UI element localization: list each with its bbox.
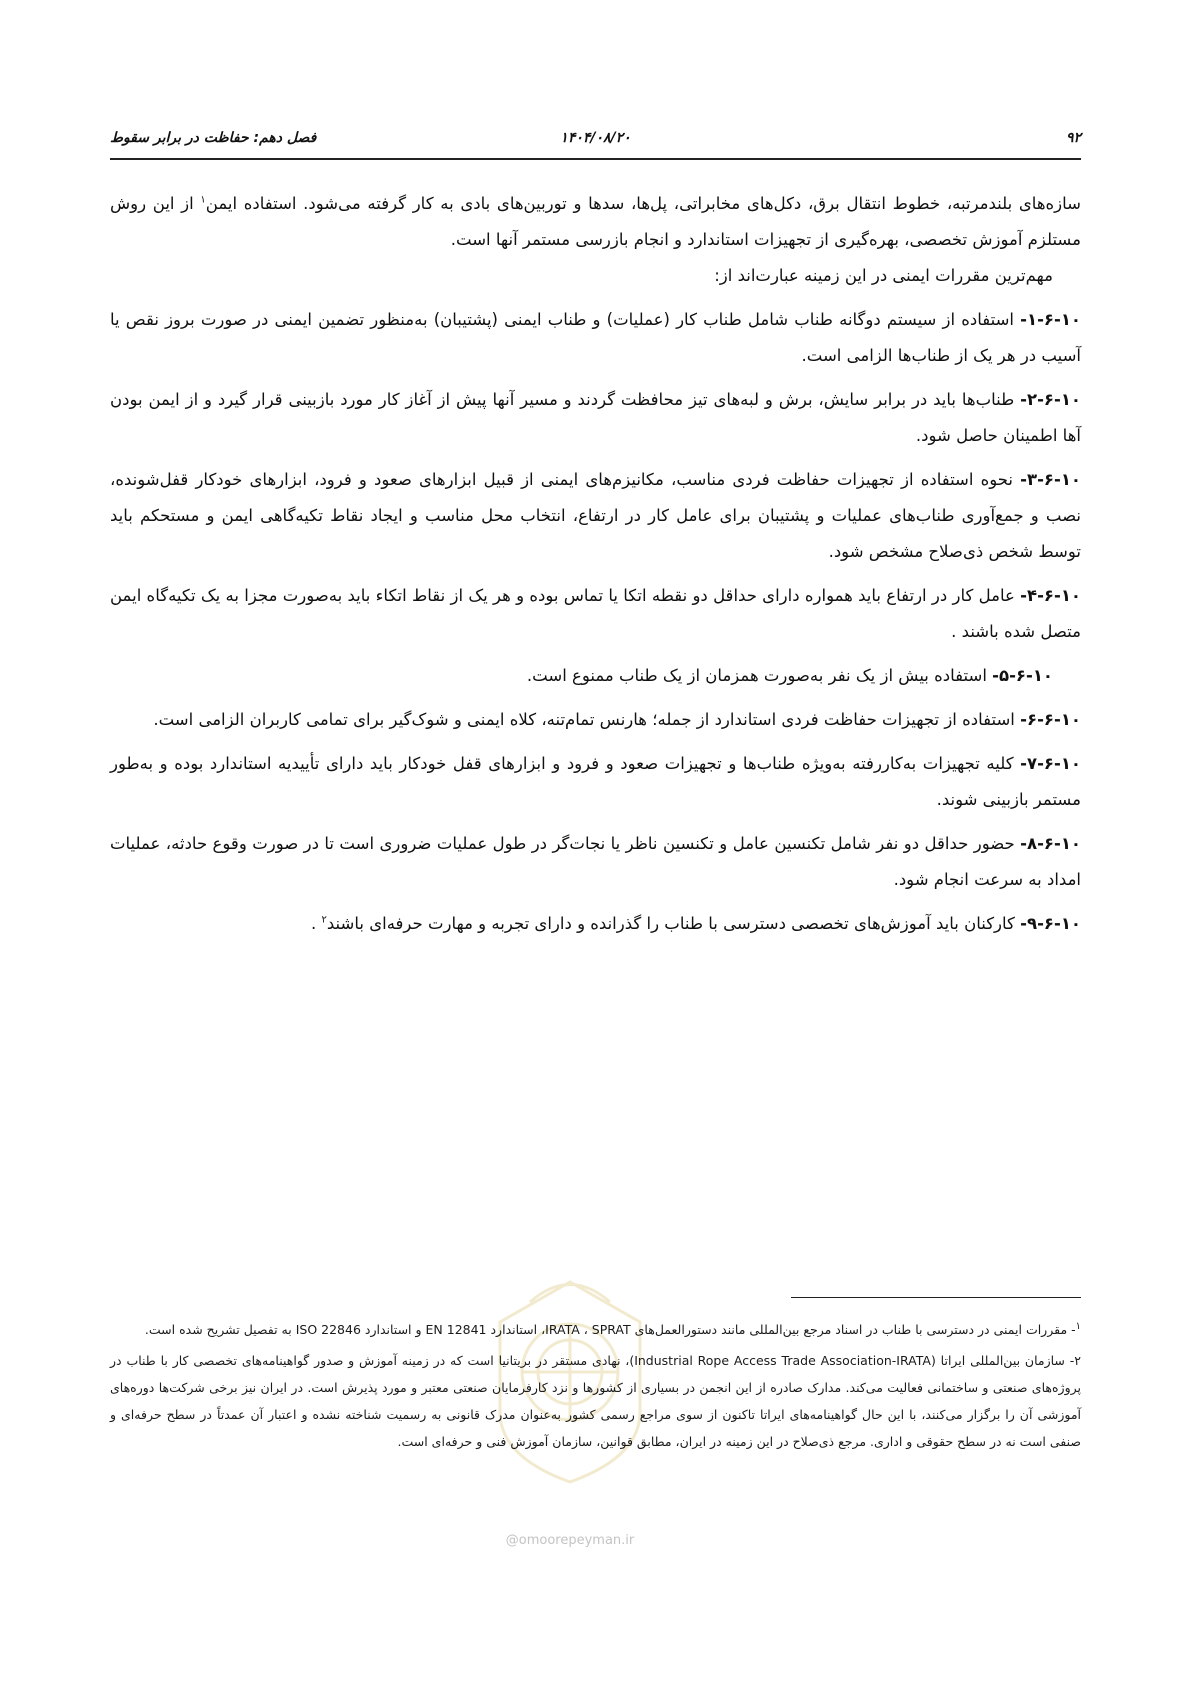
header-date: ۱۴۰۴/۰۸/۲۰	[560, 130, 631, 146]
intro-line-2-end: از این روش مستلزم آموزش تخصصی، بهره‌گیری از تجهیزات استاندارد و انجام بازرسی مستمر آنها است.	[110, 194, 1081, 249]
watermark-text: @omoorepeyman.ir	[505, 1533, 635, 1548]
list-item	[110, 578, 1081, 650]
list-item	[110, 658, 1081, 694]
item-text: استفاده از تجهیزات حفاظت فردی استاندارد از جمله؛ هارنس تمام‌تنه، کلاه ایمنی و شوک‌گیر برای تمامی کاربران الزامی است.	[153, 710, 1021, 729]
list-item	[110, 702, 1081, 738]
footnote-mark: ۲	[1074, 1353, 1081, 1368]
item-number: ۹-۶-۱۰-	[1020, 914, 1081, 933]
item-number: ۵-۶-۱۰-	[992, 666, 1053, 685]
item-number: ۶-۶-۱۰-	[1020, 710, 1081, 729]
list-item	[110, 746, 1081, 818]
page-number: ۹۲	[1065, 130, 1081, 146]
footnote-item	[110, 1316, 1081, 1343]
footnote-ref-2[interactable]: ۲	[321, 914, 327, 926]
list-item	[110, 906, 1081, 942]
item-number: ۴-۶-۱۰-	[1020, 586, 1081, 605]
footnote-text: - سازمان بین‌المللی ایراتا (Industrial Rope Access Trade Association-IRATA)، نهادی مستقر در بریتانیا است که در زمینه آموزش و صدور گواهینامه‌های تخصصی کار با طناب در پروژه‌های صنعتی و ساختمانی فعالیت می‌کند. مدارک صادره از این انجمن در بسیاری از کشورها و نزد کارفرمایان صنعتی معتبر و مورد پذیرش است. در ایران نیز برخی شرکت‌ها دوره‌های آموزشی آن را برگزار می‌کنند، با این حال گواهینامه‌های ایراتا تاکنون از سوی مراجع رسمی کشور به‌عنوان مدرک قانونی به رسمیت شناخته نشده و اعتبار آن عمدتاً در سطح حرفه‌ای و صنفی است نه در سطح حقوقی و اداری. مرجع ذی‌صلاح در این زمینه در ایران، مطابق قوانین، سازمان آموزش فنی و حرفه‌ای است.	[110, 1353, 1081, 1449]
footnotes	[110, 1316, 1081, 1459]
list-item	[110, 382, 1081, 454]
intro-line-2-start: ایمن	[205, 194, 238, 213]
item-number: ۸-۶-۱۰-	[1020, 834, 1081, 853]
item-text: استفاده از سیستم دوگانه طناب شامل طناب کار (عملیات) و طناب ایمنی (پشتیبان) به‌منظور تضمین ایمنی در صورت بروز نقص یا آسیب در هر یک از طناب‌ها الزامی است.	[110, 310, 1081, 365]
intro-line-1: سازه‌های بلندمرتبه، خطوط انتقال برق، دکل‌های مخابراتی، پل‌ها، سدها و توربین‌های بادی به کار گرفته می‌شود. استفاده	[243, 194, 1081, 213]
item-text: حضور حداقل دو نفر شامل تکنسین عامل و تکنسین ناظر یا نجات‌گر در طول عملیات ضروری است تا در صورت وقوع حادثه، عملیات امداد به سرعت انجام شود.	[110, 834, 1081, 889]
footnote-divider	[791, 1297, 1081, 1298]
item-text: استفاده بیش از یک نفر به‌صورت همزمان از یک طناب ممنوع است.	[526, 666, 993, 685]
item-tail: .	[310, 914, 322, 933]
list-item	[110, 302, 1081, 374]
item-text: نحوه استفاده از تجهیزات حفاظت فردی مناسب، مکانیزم‌های ایمنی از قبیل ابزارهای صعود و فرود، ابزارهای خودکار قفل‌شونده، نصب و جمع‌آوری طناب‌های عملیات و پشتیبان برای عامل کار در ارتفاع، انتخاب محل مناسب و ایجاد نقاط تکیه‌گاهی ایمن و مستحکم باید توسط شخص ذی‌صلاح مشخص شود.	[110, 470, 1081, 561]
item-number: ۷-۶-۱۰-	[1020, 754, 1081, 773]
list-item	[110, 826, 1081, 898]
item-text: عامل کار در ارتفاع باید همواره دارای حداقل دو نقطه اتکا یا تماس بوده و هر یک از نقاط اتکاء باید به‌صورت مجزا به یک تکیه‌گاه ایمن متصل شده باشند .	[110, 586, 1081, 641]
footnote-ref-1[interactable]: ۱	[200, 194, 206, 206]
lead-sentence: مهم‌ترین مقررات ایمنی در این زمینه عبارت‌اند از:	[714, 266, 1053, 285]
body-text	[110, 186, 1081, 950]
item-text: طناب‌ها باید در برابر سایش، برش و لبه‌های تیز محافظت گردند و مسیر آنها پیش از آغاز کار مورد بازبینی قرار گیرد و از ایمن بودن آها اطمینان حاصل شود.	[110, 390, 1081, 445]
item-text: کارکنان باید آموزش‌های تخصصی دسترسی با طناب را گذرانده و دارای تجربه و مهارت حرفه‌ای باشند	[326, 914, 1021, 933]
footnote-mark: ۱	[1075, 1320, 1081, 1332]
footnote-text: - مقررات ایمنی در دسترسی با طناب در اسناد مرجع بین‌المللی مانند دستورالعمل‌های IRATA ، SPRAT، استاندارد EN 12841 و استاندارد ISO 22846 به تفصیل تشریح شده است.	[144, 1322, 1076, 1337]
intro-paragraph	[110, 186, 1081, 258]
item-number: ۱-۶-۱۰-	[1020, 310, 1081, 329]
item-number: ۲-۶-۱۰-	[1020, 390, 1081, 409]
chapter-title: فصل دهم: حفاظت در برابر سقوط	[110, 130, 317, 146]
item-number: ۳-۶-۱۰-	[1020, 470, 1081, 489]
header-divider	[110, 158, 1081, 160]
page-header	[110, 130, 1081, 156]
list-item	[110, 462, 1081, 570]
item-text: کلیه تجهیزات به‌کاررفته به‌ویژه طناب‌ها و تجهیزات صعود و فرود و ابزارهای قفل خودکار باید دارای تأییدیه استاندارد بوده و به‌طور مستمر بازبینی شوند.	[110, 754, 1081, 809]
footnote-item	[110, 1347, 1081, 1455]
